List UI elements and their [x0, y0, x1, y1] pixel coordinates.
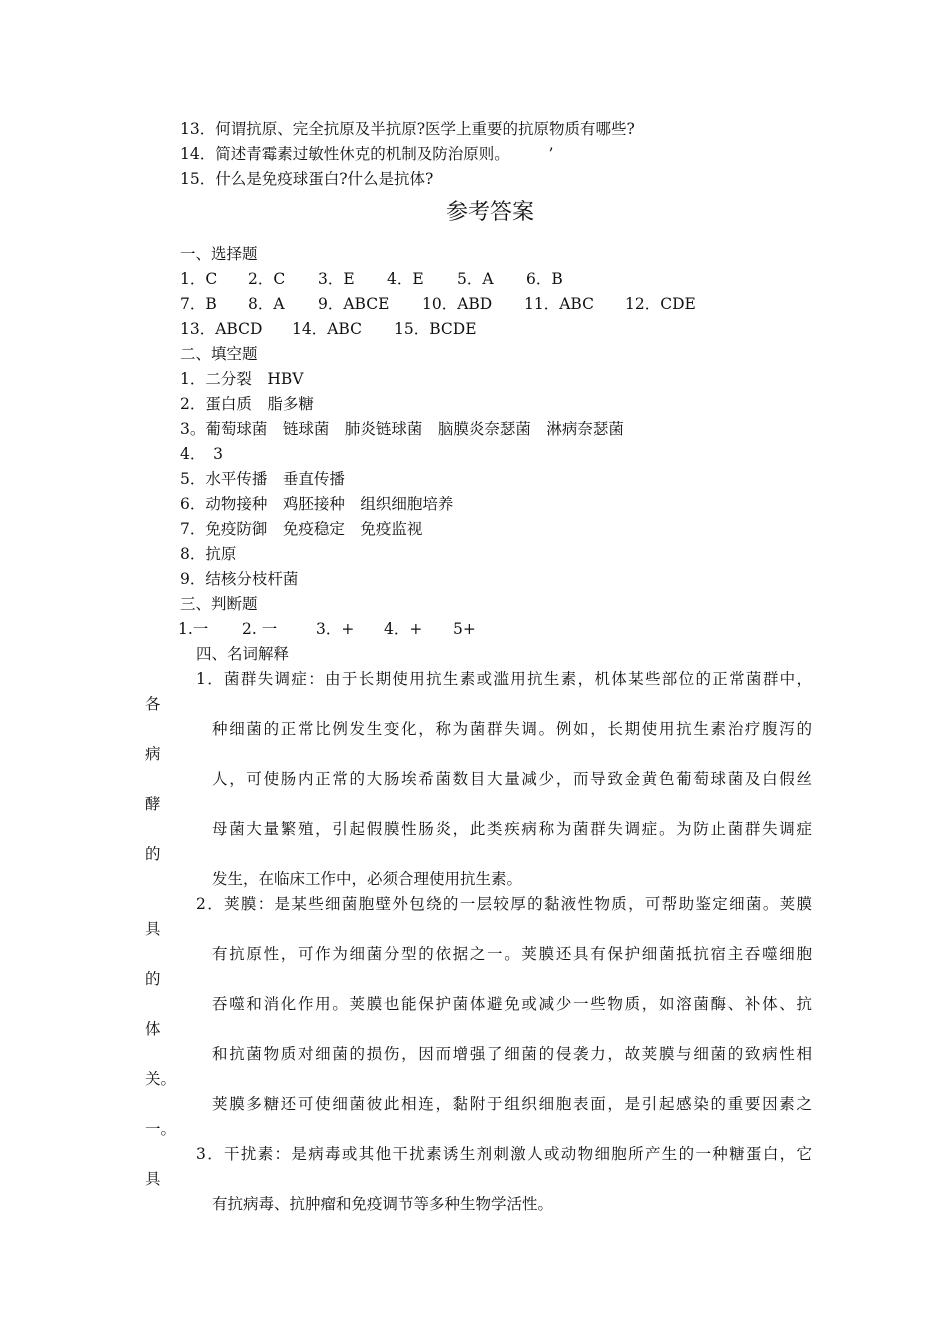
fill-answer: 1．二分裂 HBV	[180, 370, 304, 388]
overflow-char: 各	[145, 695, 161, 713]
term-definition-line: 吞噬和消化作用。荚膜也能保护菌体避免或减少一些物质，如溶菌酶、补体、抗	[212, 995, 812, 1013]
term-definition-line: 和抗菌物质对细菌的损伤，因而增强了细菌的侵袭力，故荚膜与细菌的致病性相	[212, 1045, 812, 1063]
term-definition-line: 母菌大量繁殖，引起假膜性肠炎，此类疾病称为菌群失调症。为防止菌群失调症	[212, 820, 812, 838]
answer-cell: 11．ABC	[524, 295, 594, 313]
judge-answer: 5+	[453, 620, 476, 638]
page-title: 参考答案	[445, 200, 534, 225]
answer-cell: 14．ABC	[292, 320, 362, 338]
answer-cell: 2．C	[248, 270, 286, 288]
answer-cell: 12．CDE	[625, 295, 696, 313]
answer-cell: 4．E	[387, 270, 424, 288]
fill-answer: 7．免疫防御 免疫稳定 免疫监视	[180, 520, 423, 538]
judge-answer: 3．+	[316, 620, 355, 638]
answer-cell: 10．ABD	[422, 295, 493, 313]
answer-cell: 13．ABCD	[180, 320, 263, 338]
answer-cell: 9．ABCE	[318, 295, 390, 313]
term-definition-line: 荚膜多糖还可使细菌彼此相连，黏附于组织细胞表面，是引起感染的重要因素之	[212, 1095, 812, 1113]
section-heading-terms: 四、名词解释	[196, 645, 290, 663]
question-15: 15．什么是免疫球蛋白?什么是抗体?	[180, 170, 434, 188]
fill-answer: 9．结核分枝杆菌	[180, 570, 299, 588]
overflow-char: 病	[145, 745, 161, 763]
fill-answer: 2．蛋白质 脂多糖	[180, 395, 314, 413]
answer-cell: 3．E	[318, 270, 355, 288]
section-heading-choice: 一、选择题	[180, 245, 258, 263]
overflow-char: 具	[145, 1170, 161, 1188]
answer-cell: 5．A	[457, 270, 494, 288]
term-definition-line: 2．荚膜：是某些细菌胞壁外包绕的一层较厚的黏液性物质，可帮助鉴定细菌。荚膜	[196, 895, 812, 913]
answer-cell: 15．BCDE	[394, 320, 477, 338]
overflow-char: 的	[145, 845, 161, 863]
answer-cell: 7．B	[180, 295, 217, 313]
fill-answer: 3。葡萄球菌 链球菌 肺炎链球菌 脑膜炎奈瑟菌 淋病奈瑟菌	[180, 420, 624, 438]
question-14: 14．简述青霉素过敏性休克的机制及防治原则。 ’	[180, 145, 554, 163]
overflow-char: 一。	[145, 1120, 177, 1138]
term-definition-line: 1．菌群失调症：由于长期使用抗生素或滥用抗生素，机体某些部位的正常菌群中，	[196, 670, 812, 688]
judge-answer: 4．+	[384, 620, 423, 638]
overflow-char: 体	[145, 1020, 161, 1038]
term-definition-line: 发生，在临床工作中，必须合理使用抗生素。	[212, 870, 523, 888]
overflow-char: 具	[145, 920, 161, 938]
overflow-char: 的	[145, 970, 161, 988]
term-definition-line: 有抗原性，可作为细菌分型的依据之一。荚膜还具有保护细菌抵抗宿主吞噬细胞	[212, 945, 812, 963]
fill-answer: 5．水平传播 垂直传播	[180, 470, 345, 488]
section-heading-judge: 三、判断题	[180, 595, 258, 613]
term-definition-line: 种细菌的正常比例发生变化，称为菌群失调。例如，长期使用抗生素治疗腹泻的	[212, 720, 812, 738]
judge-answer: 2. 一	[242, 620, 278, 638]
fill-answer: 4． 3	[180, 445, 223, 463]
question-13: 13．何谓抗原、完全抗原及半抗原?医学上重要的抗原物质有哪些?	[180, 120, 635, 138]
answer-cell: 8．A	[248, 295, 285, 313]
term-definition-line: 有抗病毒、抗肿瘤和免疫调节等多种生物学活性。	[212, 1195, 554, 1213]
judge-answer: 1.一	[178, 620, 209, 638]
overflow-char: 酵	[145, 795, 161, 813]
term-definition-line: 人，可使肠内正常的大肠埃希菌数目大量减少，而导致金黄色葡萄球菌及白假丝	[212, 770, 812, 788]
answer-cell: 6．B	[526, 270, 563, 288]
answer-cell: 1．C	[180, 270, 218, 288]
section-heading-fill: 二、填空题	[180, 345, 258, 363]
fill-answer: 8．抗原	[180, 545, 237, 563]
term-definition-line: 3．干扰素：是病毒或其他干扰素诱生剂刺激人或动物细胞所产生的一种糖蛋白，它	[196, 1145, 812, 1163]
overflow-char: 关。	[145, 1070, 177, 1088]
fill-answer: 6．动物接种 鸡胚接种 组织细胞培养	[180, 495, 454, 513]
